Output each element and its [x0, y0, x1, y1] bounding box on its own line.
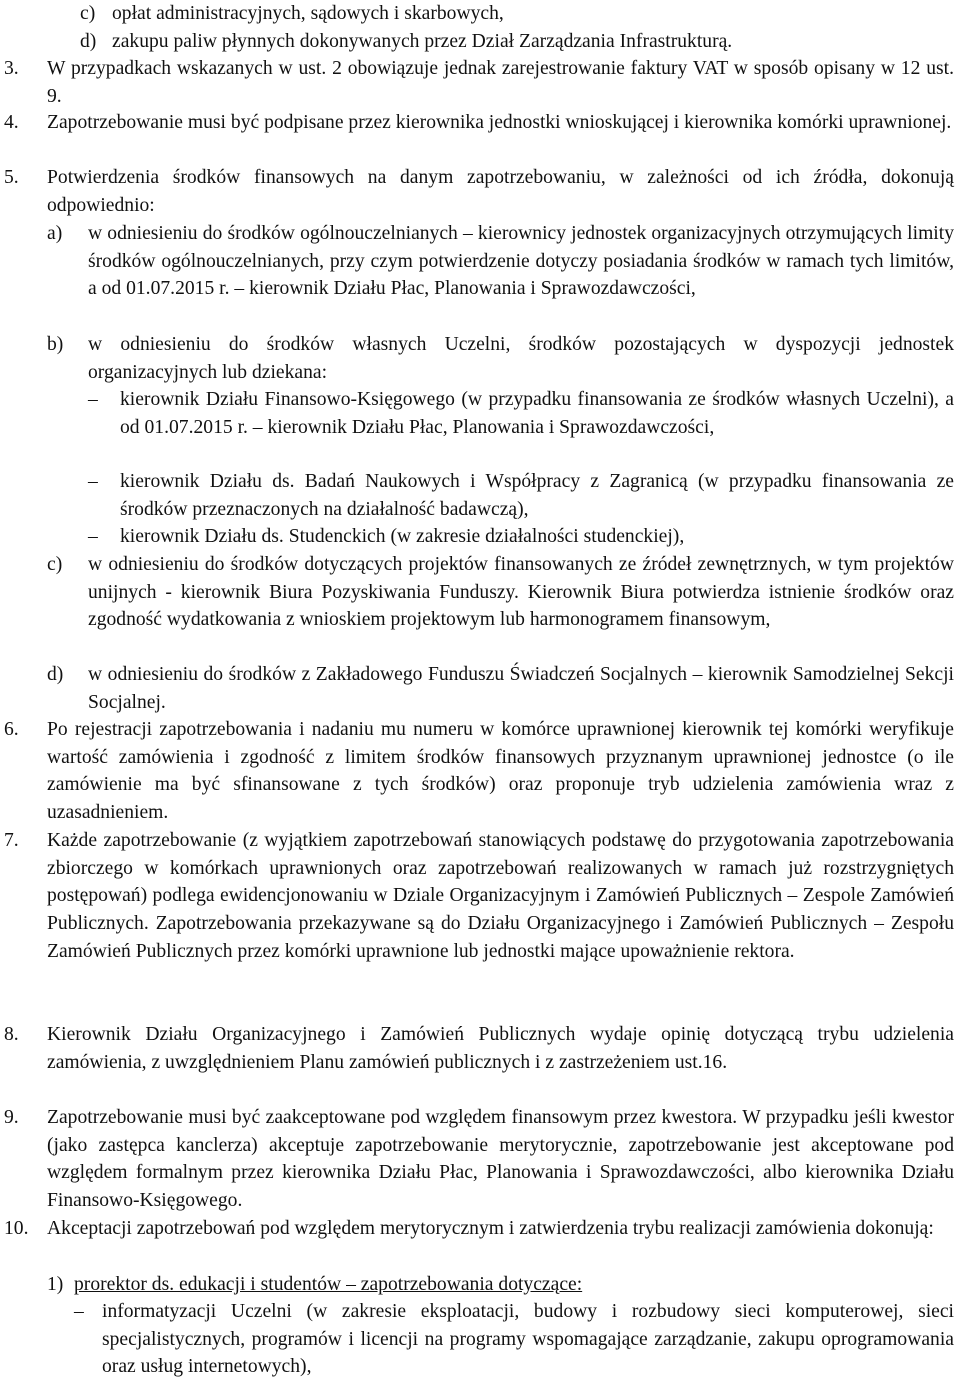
item-marker: 6. — [4, 719, 19, 740]
item-marker: a) — [47, 223, 63, 244]
item-text: kierownik Działu ds. Badań Naukowych i Współpracy z Zagranicą (w przypadku finansowania ze środków przeznaczonych na działalność badawczą), — [120, 471, 954, 520]
item-text: Każde zapotrzebowanie (z wyjątkiem zapotrzebowań stanowiących podstawę do przygotowania zapotrzebowania zbiorczego w komórkach uprawnionych oraz zapotrzebowań realizowanych w ramach już rozstrzygniętych postępowań) podlega ewidencjonowaniu w Dziale Organizacyjnym i Zamówień Publicznych – Zespole Zamówień Publicznych. Zapotrzebowania przekazywane są do Działu Organizacyjnego i Zamówień Publicznych – Zespołu Zamówień Publicznych przez komórki uprawnione lub jednostki mające upoważnienie rektora. — [47, 830, 954, 962]
list-item — [0, 331, 960, 386]
list-item — [0, 109, 960, 137]
list-item — [0, 1298, 960, 1381]
list-item — [0, 827, 960, 966]
dash-marker: – — [88, 389, 98, 410]
list-item — [0, 551, 960, 634]
dash-marker: – — [88, 526, 98, 547]
list-item — [0, 55, 960, 110]
item-marker: 3. — [4, 58, 19, 79]
item-marker: 10. — [4, 1218, 29, 1239]
list-item — [0, 716, 960, 827]
item-text: Potwierdzenia środków finansowych na danym zapotrzebowaniu, w zależności od ich źródła, dokonują odpowiednio: — [47, 167, 954, 216]
item-text: opłat administracyjnych, sądowych i skarbowych, — [112, 3, 504, 24]
item-text: W przypadkach wskazanych w ust. 2 obowiązuje jednak zarejestrowanie faktury VAT w sposób opisany w 12 ust. 9. — [47, 58, 954, 107]
item-text: w odniesieniu do środków z Zakładowego Funduszu Świadczeń Socjalnych – kierownik Samodzielnej Sekcji Socjalnej. — [88, 664, 954, 713]
item-marker: 1) — [47, 1274, 64, 1295]
item-marker: d) — [47, 664, 64, 685]
item-text: w odniesieniu do środków dotyczących projektów finansowanych ze źródeł zewnętrznych, w tym projektów unijnych - kierownik Biura Pozyskiwania Funduszy. Kierownik Biura potwierdza istnienie środków oraz zgodność wydatkowania z wnioskiem projektowym lub harmonogramem finansowym, — [88, 554, 954, 631]
list-item — [0, 468, 960, 523]
list-item — [0, 1271, 960, 1299]
item-text: kierownik Działu ds. Studenckich (w zakresie działalności studenckiej), — [120, 526, 685, 547]
list-item — [0, 1215, 960, 1243]
item-marker: 7. — [4, 830, 19, 851]
item-text: Akceptacji zapotrzebowań pod względem merytorycznym i zatwierdzenia trybu realizacji zamówienia dokonują: — [47, 1218, 934, 1239]
item-text: prorektor ds. edukacji i studentów – zapotrzebowania dotyczące: — [74, 1274, 583, 1295]
item-text: kierownik Działu Finansowo-Księgowego (w przypadku finansowania ze środków własnych Uczelni), a od 01.07.2015 r. – kierownik Działu Płac, Planowania i Sprawozdawczości, — [120, 389, 954, 438]
list-item — [0, 1021, 960, 1076]
item-marker: 4. — [4, 112, 19, 133]
list-item — [0, 220, 960, 303]
item-text: Zapotrzebowanie musi być zaakceptowane pod względem finansowym przez kwestora. W przypadku jeśli kwestor (jako zastępca kanclerza) akceptuje zapotrzebowanie merytorycznie, zapotrzebowanie jest akceptowane pod względem formalnym przez kierownika Działu Płac, Planowania i Sprawozdawczości, albo kierownika Działu Finansowo-Księgowego. — [47, 1107, 954, 1212]
item-text: w odniesieniu do środków ogólnouczelnianych – kierownicy jednostek organizacyjnych otrzymujących limity środków ogólnouczelnianych, przy czym potwierdzenie dotyczy posiadania środków w ramach tych limitów, a od 01.07.2015 r. – kierownik Działu Płac, Planowania i Sprawozdawczości, — [88, 223, 954, 300]
item-text: informatyzacji Uczelni (w zakresie eksploatacji, budowy i rozbudowy sieci komputerowej, sieci specjalistycznych, programów i licencji na programy wspomagające zarządzanie, zakupu oprogramowania oraz usług internetowych), — [102, 1301, 954, 1378]
dash-marker: – — [88, 471, 98, 492]
item-marker: 9. — [4, 1107, 19, 1128]
item-marker: 5. — [4, 167, 19, 188]
item-marker: c) — [80, 3, 96, 24]
list-item — [0, 0, 960, 28]
item-marker: c) — [47, 554, 63, 575]
list-item — [0, 1104, 960, 1215]
list-item — [0, 386, 960, 441]
list-item — [0, 661, 960, 716]
item-text: Po rejestracji zapotrzebowania i nadaniu mu numeru w komórce uprawnionej kierownik tej komórki weryfikuje wartość zamówienia i zgodność z limitem środków finansowych przyznanym uprawnionej jednostce (o ile zamówienie ma być sfinansowane z tych środków) oraz proponuje tryb udzielenia zamówienia wraz z uzasadnieniem. — [47, 719, 954, 824]
item-text: zakupu paliw płynnych dokonywanych przez Dział Zarządzania Infrastrukturą. — [112, 31, 733, 52]
list-item — [0, 164, 960, 219]
item-marker: 8. — [4, 1024, 19, 1045]
item-text: Zapotrzebowanie musi być podpisane przez kierownika jednostki wnioskującej i kierownika komórki uprawnionej. — [47, 112, 952, 133]
item-text: w odniesieniu do środków własnych Uczelni, środków pozostających w dyspozycji jednostek organizacyjnych lub dziekana: — [88, 334, 954, 383]
item-marker: b) — [47, 334, 64, 355]
item-marker: d) — [80, 31, 97, 52]
list-item — [0, 523, 960, 551]
dash-marker: – — [74, 1301, 84, 1322]
item-text: Kierownik Działu Organizacyjnego i Zamówień Publicznych wydaje opinię dotyczącą trybu udzielenia zamówienia, z uwzględnieniem Planu zamówień publicznych i z zastrzeżeniem ust.16. — [47, 1024, 954, 1073]
list-item — [0, 28, 960, 56]
